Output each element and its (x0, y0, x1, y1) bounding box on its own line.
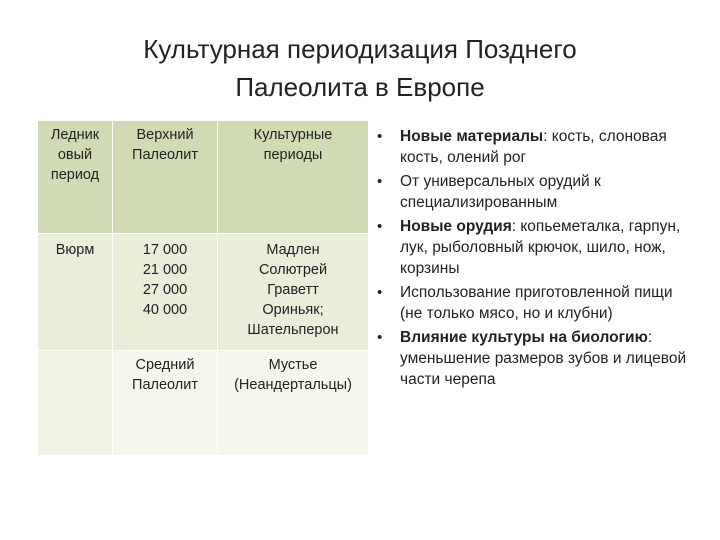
bullet-text: От универсальных орудий к специализированным (400, 173, 601, 211)
date-value: 21 000 (142, 262, 188, 278)
date-value: 40 000 (142, 302, 188, 318)
list-item (375, 282, 695, 324)
header-glacial-line-2: овый (57, 147, 93, 163)
slide-title-line-1: Культурная периодизация Позднего (143, 34, 577, 64)
date-value: 17 000 (142, 242, 188, 258)
culture-name: Мадлен (266, 242, 320, 258)
bullet-text: Использование приготовленной пищи (не только мясо, но и клубни) (400, 284, 673, 322)
header-cultural-periods (218, 121, 369, 234)
list-item (375, 171, 695, 213)
mousterian-line-2: (Неандертальцы) (234, 377, 352, 393)
bullet-bold-text: Влияние культуры на биологию (400, 329, 648, 346)
bullet-icon: • (377, 128, 383, 145)
bullet-bold-text: Новые орудия (400, 218, 512, 235)
bullet-list (375, 126, 695, 393)
list-item (375, 126, 695, 168)
culture-name: Граветт (267, 282, 319, 298)
slide-title (60, 30, 660, 106)
list-item (375, 216, 695, 279)
bullet-icon: • (377, 218, 383, 235)
date-value: 27 000 (142, 282, 188, 298)
bullet-icon: • (377, 284, 383, 301)
bullet-text: : копьеметалка, гарпун, лук, рыболовный крючок, шило, нож, корзины (400, 218, 681, 277)
table-row (38, 234, 369, 351)
table-row (38, 351, 369, 456)
header-cultural-line-2: периоды (263, 147, 323, 163)
bullet-icon: • (377, 173, 383, 190)
bullet-bold-text: Новые материалы (400, 128, 544, 145)
header-glacial-line-1: Ледник (50, 127, 100, 143)
culture-name: Солютрей (258, 262, 328, 278)
slide-title-line-2: Палеолита в Европе (235, 72, 485, 102)
table-header-row (38, 121, 369, 234)
bullet-icon: • (377, 329, 383, 346)
header-upper-paleolithic (113, 121, 218, 234)
culture-name: Шательперон (247, 322, 339, 338)
cell-dates (113, 234, 218, 351)
periodization-table (37, 120, 369, 456)
header-glacial-period (38, 121, 113, 234)
cell-glacial-wurm: Вюрм (38, 234, 113, 351)
middle-paleolithic-line-2: Палеолит (132, 377, 198, 393)
header-cultural-line-1: Культурные (253, 127, 333, 143)
culture-name: Ориньяк; (262, 302, 324, 318)
header-upper-line-1: Верхний (136, 127, 194, 143)
header-upper-line-2: Палеолит (132, 147, 198, 163)
cell-middle-paleolithic (113, 351, 218, 456)
middle-paleolithic-line-1: Средний (135, 357, 195, 373)
bullet-text: : уменьшение размеров зубов и лицевой части черепа (400, 329, 687, 388)
cell-cultures (218, 234, 369, 351)
cell-mousterian (218, 351, 369, 456)
mousterian-line-1: Мустье (268, 357, 318, 373)
list-item (375, 327, 695, 390)
bullet-text: : кость, слоновая кость, олений рог (400, 128, 667, 166)
cell-glacial-empty (38, 351, 113, 456)
header-glacial-line-3: период (50, 167, 100, 183)
